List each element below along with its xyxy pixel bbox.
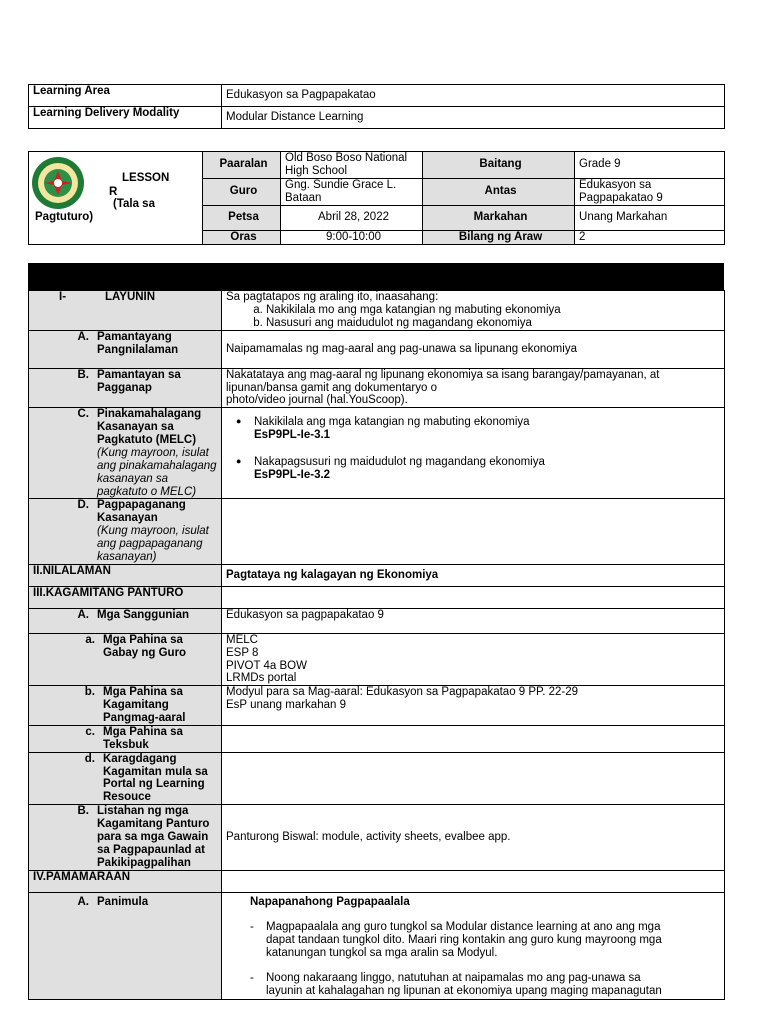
- panimula-item-2-line-1: - Noong nakaraang linggo, natutuhan at naipamalas mo ang pag-unawa sa: [266, 972, 641, 984]
- layunin-label-cell: [29, 291, 222, 331]
- layunin-intro: Sa pagtatapos ng araling ito, inaasahang:: [226, 291, 439, 303]
- teksbuk-value: [222, 725, 725, 752]
- gabay-line-2: ESP 8: [226, 646, 259, 659]
- sanggunian-number: A.: [77, 608, 89, 621]
- lesson-word: LESSON: [122, 172, 170, 184]
- karagdagang-label: Karagdagang Kagamitan mula sa Portal ng Learning Resouce: [103, 752, 208, 804]
- bilang-ng-araw-label: Bilang ng Araw: [423, 230, 575, 244]
- panimula-item-1-line-1: - Magpapaalala ang guro tungkol sa Modular distance learning at ano ang mga: [266, 921, 661, 934]
- paaralan-value: Old Boso Boso National High School: [281, 152, 423, 179]
- panimula-label: Panimula: [97, 895, 149, 908]
- baitang-label: Baitang: [423, 152, 575, 179]
- panimula-heading: Napapanahong Pagpapaalala: [250, 895, 410, 908]
- oras-value: 9:00-10:00: [281, 230, 423, 244]
- melc-note: (Kung mayroon, isulat ang pinakamahalagang kasanayan sa pagkatuto o MELC): [97, 446, 217, 498]
- pagganap-number: B.: [77, 368, 89, 381]
- petsa-value: Abril 28, 2022: [281, 205, 423, 230]
- modality-value: Modular Distance Learning: [222, 107, 725, 129]
- nilalaman-label: II.NILALAMAN: [29, 564, 222, 586]
- pagpapaganang-note: (Kung mayroon, isulat ang pagpapaganang kasanayan): [97, 525, 209, 563]
- pagpapaganang-label: Pagpapaganang Kasanayan: [97, 499, 186, 525]
- karagdagang-number: d.: [84, 752, 95, 765]
- esp-markahan-line: EsP unang markahan 9: [226, 699, 346, 712]
- panimula-item-2-line-2: layunin at kahalagahan ng lipunan at ekonomiya upang maging mapanagutan: [266, 984, 662, 997]
- pagganap-line-1: Nakatataya ang mag-aaral ng lipunang ekonomiya sa isang barangay/pamayanan, at: [226, 368, 660, 381]
- lesson-subtitle-2: Pagtuturo): [35, 211, 94, 223]
- paaralan-label: Paaralan: [203, 152, 281, 179]
- melc-label: Pinakamahalagang Kasanayan sa Pagkatuto (MELC): [97, 408, 202, 446]
- kagamitang-pangmag-aaral-label-cell: [29, 686, 222, 726]
- listahan-value: Panturong Biswal: module, activity sheets, evalbee app.: [222, 805, 725, 870]
- kagamitan-value: [222, 586, 725, 608]
- listahan-label-cell: [29, 805, 222, 870]
- school-seal-logo: [31, 156, 85, 210]
- panimula-item-1: [266, 921, 724, 960]
- panimula-item-1-line-2: dapat tandaan tungkol dito. Maari ring kontakin ang guro kung mayroong mga: [266, 934, 662, 947]
- modyul-line: Modyul para sa Mag-aaral: Edukasyon sa Pagpapakatao 9 PP. 22-29: [226, 686, 579, 699]
- pagpapaganang-number: D.: [77, 499, 89, 512]
- baitang-value: Grade 9: [575, 152, 725, 179]
- melc-number: C.: [77, 408, 89, 421]
- gabay-number: a.: [85, 633, 95, 646]
- melc-content: [222, 408, 725, 499]
- teksbuk-label: Mga Pahina sa Teksbuk: [103, 725, 183, 751]
- pamantayang-label: Pamantayang Pangnilalaman: [97, 330, 179, 356]
- pagganap-value: [222, 368, 725, 408]
- listahan-number: B.: [77, 805, 89, 818]
- sanggunian-label-cell: [29, 608, 222, 633]
- pagganap-label-cell: [29, 368, 222, 408]
- panimula-item-2: [266, 972, 724, 998]
- sanggunian-label: Mga Sanggunian: [97, 608, 189, 621]
- melc-code-2: EsP9PL-Ie-3.2: [254, 468, 331, 481]
- panimula-content: [222, 892, 725, 999]
- pamantayang-label-cell: [29, 330, 222, 368]
- modality-label: Learning Delivery Modality: [29, 107, 222, 129]
- pagpapaganang-value: [222, 499, 725, 564]
- pagpapaganang-label-cell: [29, 499, 222, 564]
- sanggunian-value: Edukasyon sa pagpapakatao 9: [222, 608, 725, 633]
- gabay-line-1: MELC: [226, 633, 258, 646]
- panimula-item-1-line-3: katanungan tungkol sa mga aralin sa Modyul.: [266, 947, 498, 960]
- panimula-number: A.: [77, 895, 89, 908]
- melc-item-2: [254, 456, 724, 482]
- layunin-label: LAYUNIN: [105, 291, 156, 303]
- gabay-label: Mga Pahina sa Gabay ng Guro: [103, 633, 187, 659]
- markahan-label: Markahan: [423, 205, 575, 230]
- pagganap-label: Pamantayan sa Pagganap: [97, 368, 181, 394]
- markahan-value: Unang Markahan: [575, 205, 725, 230]
- panimula-label-cell: [29, 892, 222, 999]
- pamantayang-number: A.: [77, 330, 89, 343]
- petsa-label: Petsa: [203, 205, 281, 230]
- lesson-title-cell: [29, 152, 203, 245]
- melc-item-1: [254, 416, 724, 442]
- antas-value: Edukasyon sa Pagpapakatao 9: [575, 178, 725, 205]
- teksbuk-number: c.: [85, 725, 95, 738]
- guro-value: Gng. Sundie Grace L. Bataan: [281, 178, 423, 205]
- gabay-line-4: LRMDs portal: [226, 672, 297, 685]
- teksbuk-label-cell: [29, 725, 222, 752]
- section-header-bar: [28, 263, 724, 290]
- pagganap-line-2: lipunan/bansa gamit ang dokumentaryo o: [226, 381, 437, 394]
- layunin-content: [222, 291, 725, 331]
- melc-item-1-text: ● Nakikilala ang mga katangian ng mabuting ekonomiya: [254, 416, 530, 429]
- nilalaman-value: Pagtataya ng kalagayan ng Ekonomiya: [222, 564, 725, 586]
- pamamaraan-label: IV.PAMAMARAAN: [29, 870, 222, 892]
- guro-label: Guro: [203, 178, 281, 205]
- learning-area-value: Edukasyon sa Pagpapakatao: [222, 85, 725, 107]
- learning-area-label: Learning Area: [29, 85, 222, 107]
- karagdagang-label-cell: [29, 752, 222, 805]
- oras-label: Oras: [203, 230, 281, 244]
- bilang-ng-araw-value: 2: [575, 230, 725, 244]
- pamantayang-value: Naipamamalas ng mag-aaral ang pag-unawa sa lipunang ekonomiya: [222, 330, 725, 368]
- karagdagang-value: [222, 752, 725, 805]
- pagganap-line-3: photo/video journal (hal.YouScoop).: [226, 394, 408, 407]
- kagamitan-label: III.KAGAMITANG PANTURO: [29, 586, 222, 608]
- kagamitang-pangmag-aaral-label: Mga Pahina sa Kagamitang Pangmag-aaral: [103, 686, 186, 724]
- pamamaraan-value: [222, 870, 725, 892]
- layunin-number: I-: [59, 291, 67, 303]
- layunin-item-a: a. Nakikilala mo ang mga katangian ng mabuting ekonomiya: [266, 304, 724, 317]
- melc-label-cell: [29, 408, 222, 499]
- lesson-subtitle-1: (Tala sa: [113, 198, 155, 210]
- antas-label: Antas: [423, 178, 575, 205]
- lesson-letter: R: [109, 186, 118, 198]
- lesson-header-table: [28, 151, 725, 245]
- lesson-plan-table: [28, 290, 725, 1000]
- listahan-label: Listahan ng mga Kagamitang Panturo para sa mga Gawain sa Pagpapaunlad at Pakikipagpalihan: [97, 805, 210, 869]
- melc-code-1: EsP9PL-Ie-3.1: [254, 429, 331, 442]
- gabay-line-3: PIVOT 4a BOW: [226, 659, 307, 672]
- kagamitang-pangmag-aaral-number: b.: [84, 686, 95, 699]
- layunin-item-b: b. Nasusuri ang maidudulot ng magandang ekonomiya: [266, 317, 724, 330]
- gabay-value: [222, 633, 725, 686]
- kagamitang-pangmag-aaral-value: [222, 686, 725, 726]
- melc-item-2-text: ● Nakapagsusuri ng maidudulot ng magandang ekonomiya: [254, 456, 545, 468]
- learning-info-table: [28, 84, 725, 129]
- gabay-label-cell: [29, 633, 222, 686]
